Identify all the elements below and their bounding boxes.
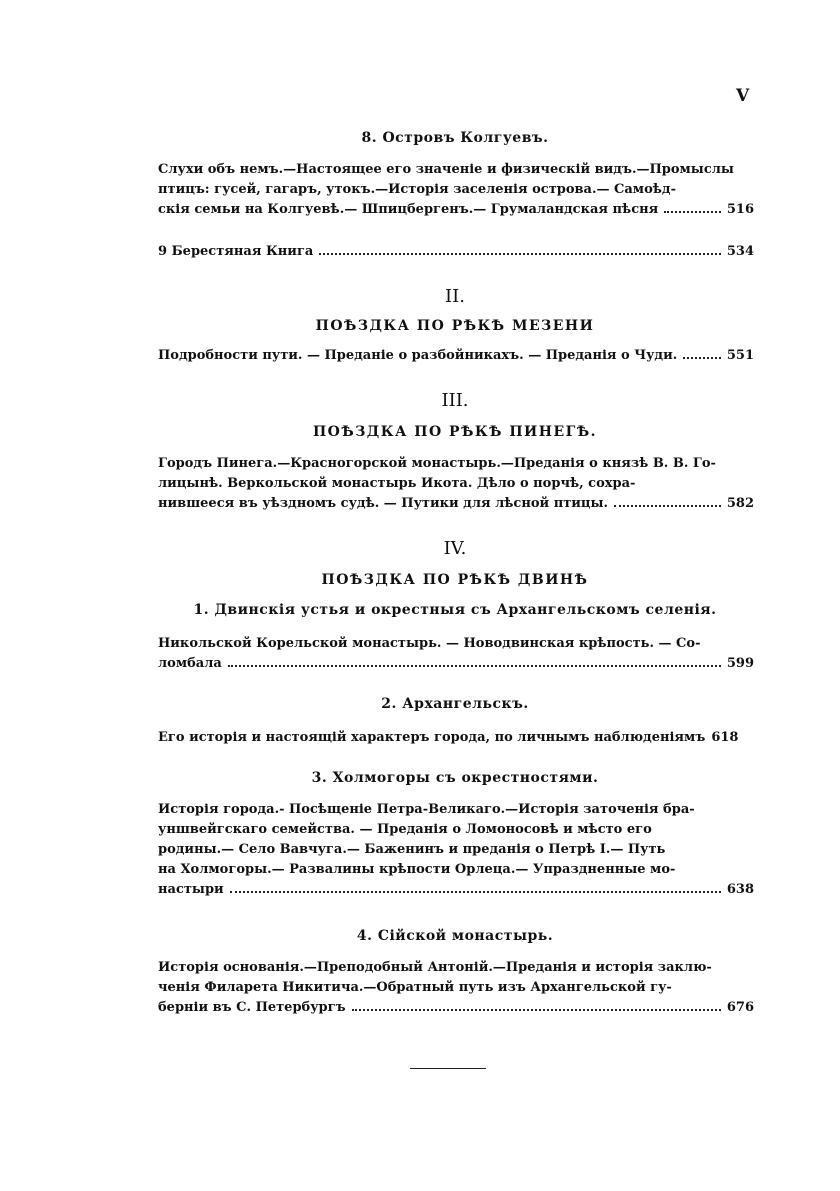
dot-leader: [319, 253, 721, 255]
part-3-line-1: Городъ Пинега.—Красногорской монастырь.—Преданія о князѣ В. В. Го-: [158, 456, 716, 471]
part-4-s4-line-2: ченія Филарета Никитича.—Обратный путь изъ Архангельской гу-: [158, 980, 672, 995]
part-4-s3-line-3: родины.— Село Вавчуга.— Баженинъ и преданія о Петрѣ I.— Путь: [158, 842, 666, 857]
dot-leader: [230, 891, 721, 893]
part-4-s2-entry: [158, 728, 754, 748]
part-4-s1-page: 599: [726, 656, 754, 671]
part-4-s3-page: 638: [726, 882, 754, 897]
part-2-entry: [158, 346, 754, 366]
part-2-page: 551: [726, 348, 754, 363]
part-4-s3-line-5: [158, 880, 754, 900]
section-8-heading: 8. Островъ Колгуевъ.: [361, 130, 549, 146]
part-4-s4-page: 676: [726, 1000, 754, 1015]
part-3-numeral: III.: [441, 390, 469, 411]
part-4-s3-text-end: настыри: [158, 882, 224, 897]
part-4-numeral: IV.: [443, 538, 467, 559]
part-3-line-2: лицынѣ. Веркольской монастырь Икота. Дѣло о порчѣ, сохра-: [158, 476, 636, 491]
part-4-s3-line-4: на Холмогоры.— Развалины крѣпости Орлеца.— Упраздненные мо-: [158, 862, 676, 877]
section-8-line-1: Слухи объ немъ.—Настоящее его значеніе и физическій видъ.—Промыслы: [158, 162, 734, 177]
part-4-s3-line-1: Исторія города.- Посѣщеніе Петра-Великаго.—Исторія заточенія бра-: [158, 802, 695, 817]
dot-leader: [664, 211, 721, 213]
part-3-title: ПОѢЗДКА ПО РѢКѢ ПИНЕГѢ.: [312, 424, 598, 440]
part-4-s1-line-1: Никольской Корельской монастырь. — Новодвинская крѣпость. — Со-: [158, 636, 701, 651]
part-4-s1-text-end: ломбала: [158, 656, 222, 671]
dot-leader: [683, 357, 721, 359]
dot-leader: [614, 505, 721, 507]
section-9-label: 9 Берестяная Книга: [158, 244, 314, 259]
part-4-s4-text-end: берніи въ С. Петербургъ: [158, 1000, 346, 1015]
part-4-s2-heading: 2. Архангельскъ.: [381, 696, 529, 712]
dot-leader: [352, 1009, 721, 1011]
part-2-text: Подробности пути. — Преданіе о разбойникахъ. — Преданія о Чуди.: [158, 348, 678, 363]
section-9-page: 534: [726, 244, 754, 259]
part-4-title: ПОѢЗДКА ПО РѢКѢ ДВИНѢ: [321, 572, 589, 588]
section-8-line-2: птицъ: гусей, гагаръ, утокъ.—Исторія заселенія острова.— Самоѣд-: [158, 182, 676, 197]
section-8-page: 516: [726, 202, 754, 217]
part-2-numeral: II.: [445, 286, 465, 307]
part-4-s3-heading: 3. Холмогоры съ окрестностями.: [311, 770, 599, 786]
part-3-line-3: [158, 494, 754, 514]
dot-leader: [228, 665, 721, 667]
section-8-line-3: [158, 200, 754, 220]
end-rule: [410, 1068, 486, 1069]
section-9-entry: [158, 242, 754, 262]
part-4-s4-line-3: [158, 998, 754, 1018]
page-number: V: [736, 86, 750, 106]
part-4-s1-heading: 1. Двинскія устья и окрестныя съ Архангельскомъ селенія.: [193, 602, 717, 618]
section-8-text-end: скія семьи на Колгуевѣ.— Шпицбергенъ.— Грумаландская пѣсня: [158, 202, 659, 217]
part-4-s4-line-1: Исторія основанія.—Преподобный Антоній.—Преданія и исторія заклю-: [158, 960, 712, 975]
part-4-s4-heading: 4. Сійской монастырь.: [356, 928, 554, 944]
part-2-title: ПОѢЗДКА ПО РѢКѢ МЕЗЕНИ: [315, 318, 595, 334]
part-3-text-end: нившееся въ уѣздномъ судѣ. — Путики для лѣсной птицы.: [158, 496, 609, 511]
part-4-s2-text: Его исторія и настоящій характеръ города, по личнымъ наблюденіямъ: [158, 730, 706, 745]
part-3-page: 582: [726, 496, 754, 511]
part-4-s1-line-2: [158, 654, 754, 674]
part-4-s3-line-2: уншвейгскаго семейства. — Преданія о Ломоносовѣ и мѣсто его: [158, 822, 652, 837]
part-4-s2-page: 618: [711, 730, 739, 745]
